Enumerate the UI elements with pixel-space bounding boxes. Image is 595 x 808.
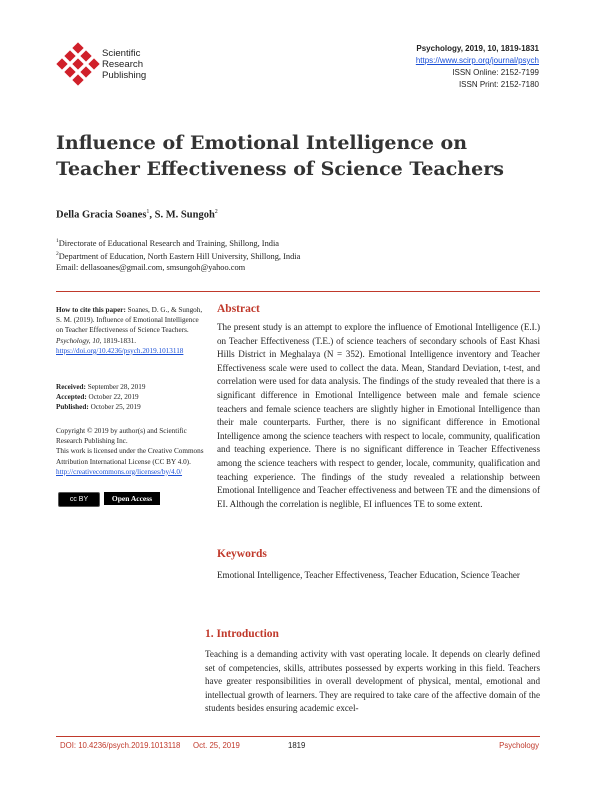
open-access-badge[interactable]: Open Access: [104, 492, 160, 505]
issn-print: ISSN Print: 2152-7180: [458, 80, 539, 89]
footer-doi: DOI: 10.4236/psych.2019.1013118: [60, 741, 181, 750]
affiliation-text: Directorate of Educational Research and Training, Shillong, India: [58, 238, 280, 248]
issn-online: ISSN Online: 2152-7199: [452, 68, 539, 77]
how-to-cite: [56, 305, 206, 356]
how-to-cite-label: How to cite this paper:: [56, 306, 126, 314]
introduction-text: Teaching is a demanding activity with vast operating locale. It depends on clearly defined set of competencies, skills, attributes possessed by experts working in this field. Teachers have greater responsibilities in overall development of physical, mental, emotional and intellectual growth of learners. They are required to take care of the affective domain of the students besides ensuring academic excel-: [205, 649, 540, 714]
cite-journal: Psychology, 10,: [56, 336, 102, 345]
published-date: October 25, 2019: [90, 403, 141, 412]
footer-date: Oct. 25, 2019: [193, 741, 240, 750]
accepted-label: Accepted:: [56, 393, 87, 402]
copyright-block: [56, 426, 206, 477]
author-sup: 2: [214, 209, 218, 215]
publisher-logo-icon: [56, 42, 102, 88]
author-list: Della Gracia Soanes$^1$, S. M. Sungoh$^2$: [56, 209, 218, 221]
divider-top: [56, 291, 540, 292]
footer-page-number: 1819: [288, 741, 306, 750]
dates-block: [56, 382, 206, 413]
affiliation-2: [56, 249, 300, 262]
abstract-text: The present study is an attempt to explore the influence of Emotional Intelligence (E.I.) on Teacher Effectiveness (T.E.) of science teachers of secondary schools of East Khasi Hills District in Meghalaya (N = 352). Emotional Intelligence inventory and Teacher Effectiveness scale were used to collect the data. Mean, Standard Deviation, t-test, and correlation were used for data analysis. The findings of the study revealed that there is a significant difference in Emotional Intelligence between male and female science teachers and female science teachers are slightly higher in Emotional Intelligence than their male counterparts. Further, there is no significant difference in Emotional Intelligence among the science teachers with respect to locale, community, qualification and teaching experience. There is no significant difference in Teacher Effectiveness among the science teachers with respect to gender, locale, community, qualification and teaching experience. The findings of the study revealed a relationship between Emotional Intelligence and Teacher effectiveness and between TE and the dimensions of EI. Although the correlation is neglible, EI influences TE to some extent.: [217, 322, 540, 509]
license-link[interactable]: http://creativecommons.org/licenses/by/4.0/: [56, 467, 183, 476]
copyright-text: Copyright © 2019 by author(s) and Scientific Research Publishing Inc.: [56, 427, 187, 446]
author-name: S. M. Sungoh: [154, 209, 215, 221]
journal-url-link[interactable]: https://www.scirp.org/journal/psych: [415, 56, 539, 65]
logo-line-2: Research: [102, 59, 144, 70]
affiliation-1: [56, 236, 279, 249]
affiliation-sup: 2: [56, 251, 59, 257]
received-label: Received:: [56, 383, 86, 391]
published-label: Published:: [56, 403, 89, 412]
divider-bottom: [56, 736, 540, 737]
affiliation-sup: 1: [56, 238, 59, 244]
received-date: September 28, 2019: [87, 383, 146, 391]
logo-line-3: Publishing: [102, 70, 147, 81]
cc-by-badge-icon[interactable]: cc BY: [58, 492, 100, 507]
cite-pages: 1819-1831.: [103, 336, 137, 345]
author-sup: 1: [146, 209, 150, 215]
affiliation-text: Department of Education, North Eastern Hill University, Shillong, India: [58, 251, 301, 261]
author-email: Email: dellasoanes@gmail.com, smsungoh@yahoo.com: [56, 263, 246, 272]
journal-citation: Psychology, 2019, 10, 1819-1831: [416, 44, 539, 53]
author-name: Della Gracia Soanes: [56, 209, 147, 221]
accepted-date: October 22, 2019: [88, 393, 139, 402]
article-title: Influence of Emotional Intelligence on Teacher Effectiveness of Science Teachers: [56, 132, 504, 180]
logo-line-1: Scientific: [102, 48, 141, 59]
license-text: This work is licensed under the Creative Commons Attribution International License (CC BY 4.0).: [56, 447, 204, 466]
introduction-heading: 1. Introduction: [205, 628, 279, 640]
footer-journal: Psychology: [499, 741, 539, 750]
keywords-heading: Keywords: [217, 548, 267, 560]
how-to-cite-text: Soanes, D. G., & Sungoh, S. M. (2019). Influence of Emotional Intelligence on Teacher Effectiveness of Science Teachers.: [56, 306, 203, 335]
abstract-heading: Abstract: [217, 303, 260, 315]
doi-link[interactable]: https://doi.org/10.4236/psych.2019.1013118: [56, 346, 184, 355]
keywords-text: Emotional Intelligence, Teacher Effectiveness, Teacher Education, Science Teacher: [217, 570, 520, 580]
